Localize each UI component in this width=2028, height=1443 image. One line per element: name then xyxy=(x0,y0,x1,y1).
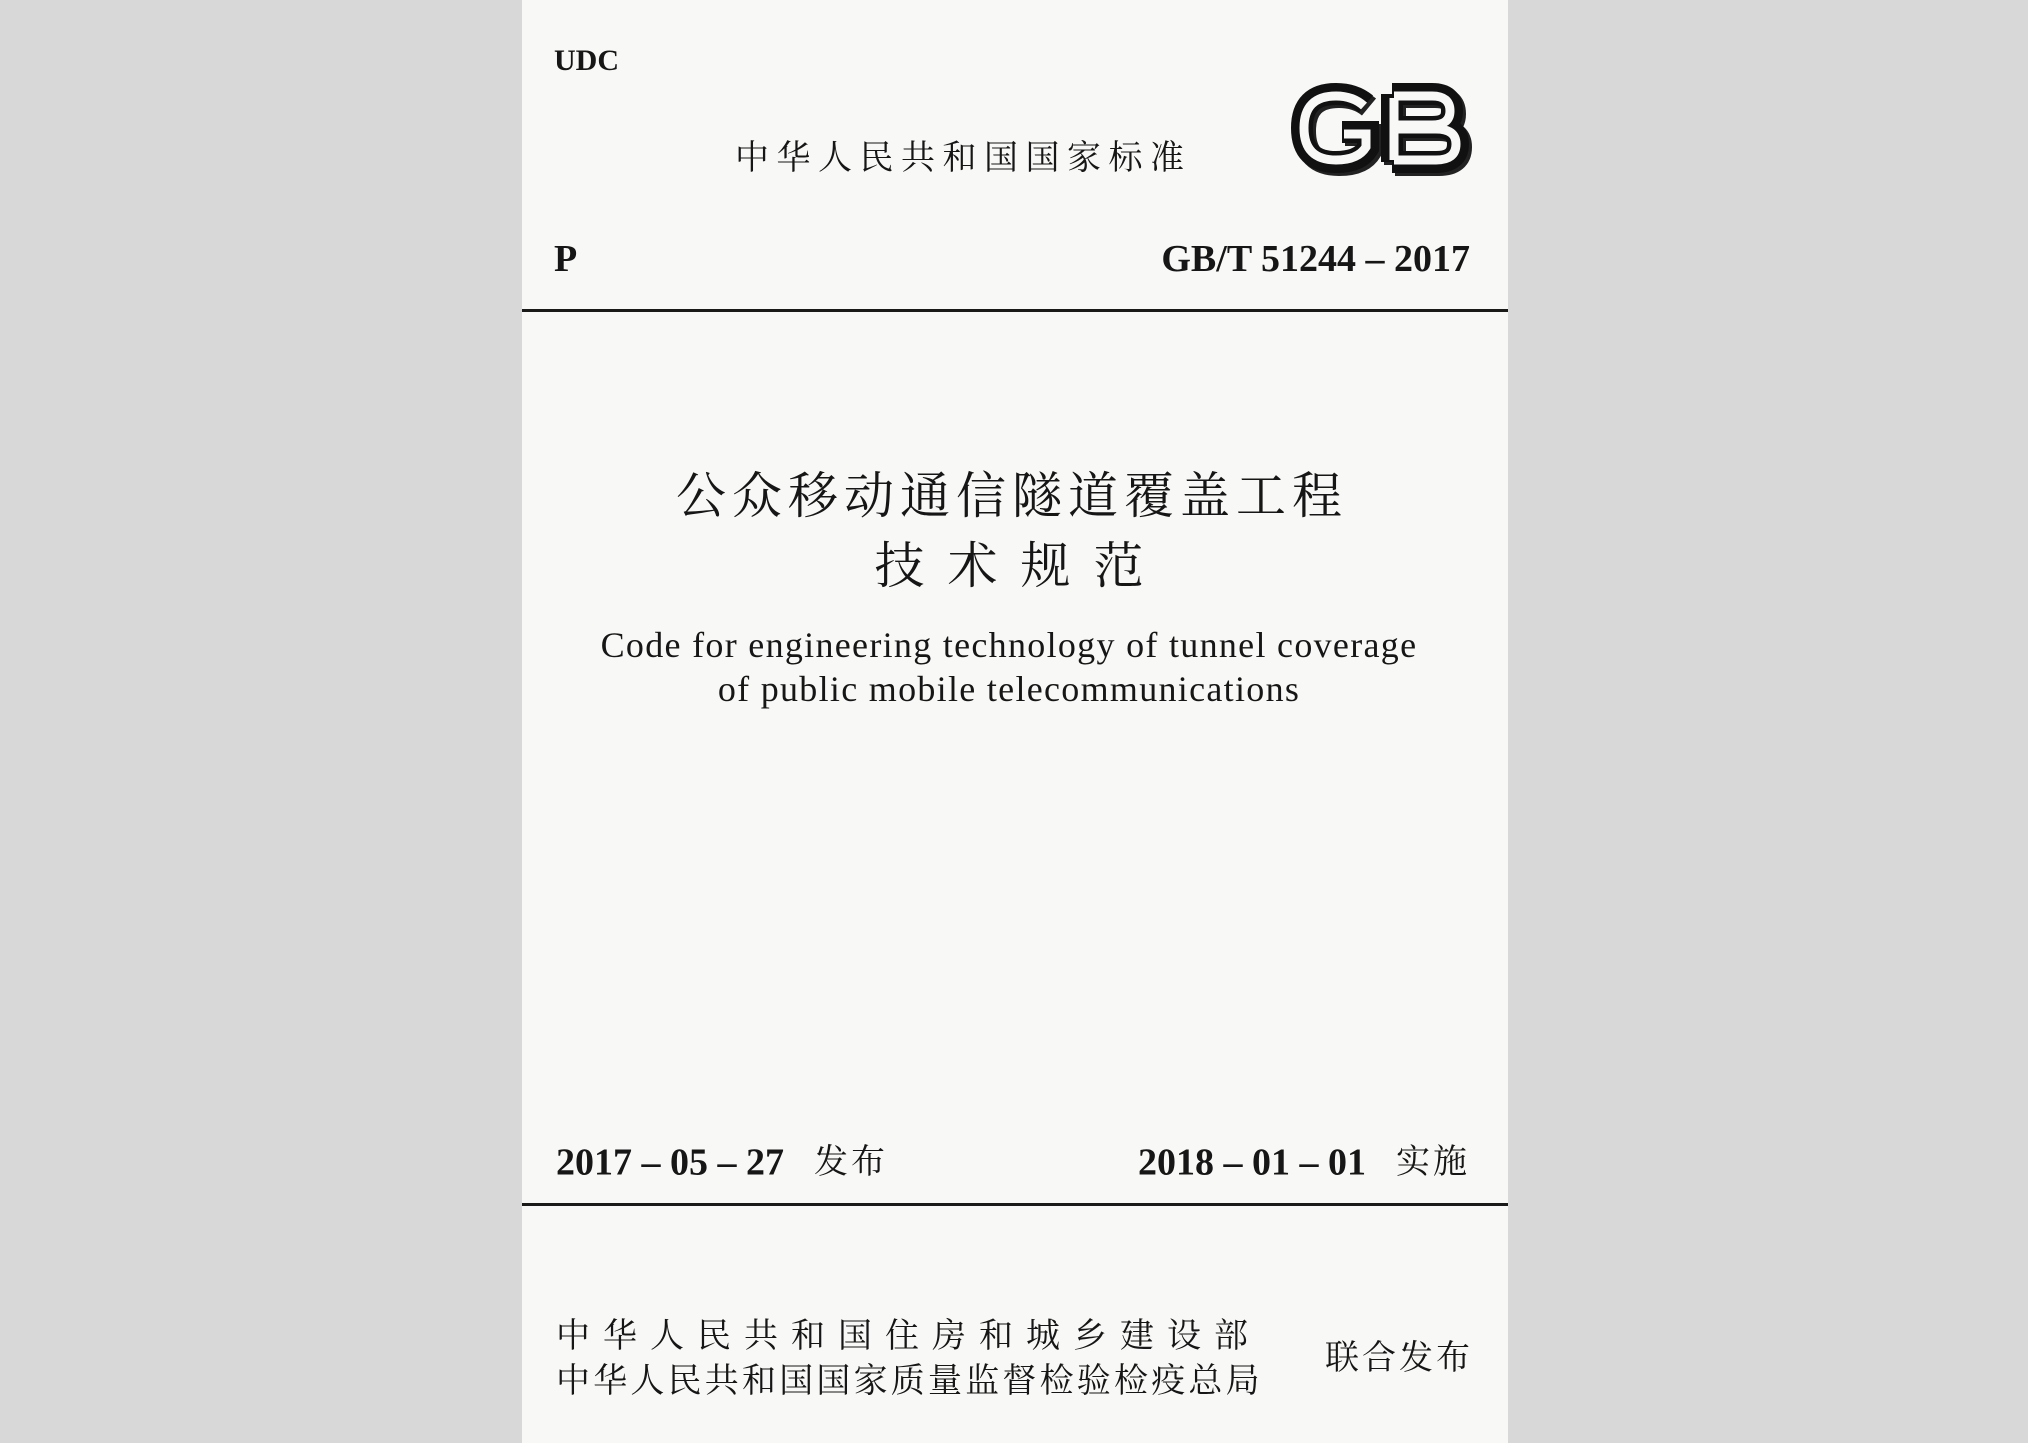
udc-label: UDC xyxy=(554,44,619,77)
standard-type-heading: 中华人民共和国国家标准 xyxy=(735,138,1192,178)
implement-date: 2018 – 01 – 01 xyxy=(1138,1141,1366,1184)
joint-publish-label: 联合发布 xyxy=(1325,1338,1473,1378)
category-code: P xyxy=(554,238,578,280)
footer-divider xyxy=(522,1203,1508,1206)
implement-label: 实施 xyxy=(1396,1142,1470,1183)
title-zh-line-1: 公众移动通信隧道覆盖工程 xyxy=(676,467,1348,525)
issue-date: 2017 – 05 – 27 xyxy=(556,1141,784,1184)
publisher-line-1: 中华人民共和国住房和城乡建设部 xyxy=(556,1316,1261,1356)
implement-date-row xyxy=(1138,1140,1470,1184)
title-en-line-1: Code for engineering technology of tunnel coverage xyxy=(600,625,1418,665)
header-divider xyxy=(522,309,1508,312)
issue-label: 发布 xyxy=(814,1142,888,1183)
issue-date-row xyxy=(556,1140,888,1184)
standard-number: GB/T 51244 – 2017 xyxy=(1161,238,1470,280)
standard-cover-page xyxy=(522,0,1508,1443)
title-zh-line-2: 技术规范 xyxy=(874,537,1167,595)
gb-logo xyxy=(1286,80,1472,176)
title-en-line-2: of public mobile telecommunications xyxy=(717,669,1301,709)
publisher-line-2: 中华人民共和国国家质量监督检验检疫总局 xyxy=(556,1361,1263,1401)
